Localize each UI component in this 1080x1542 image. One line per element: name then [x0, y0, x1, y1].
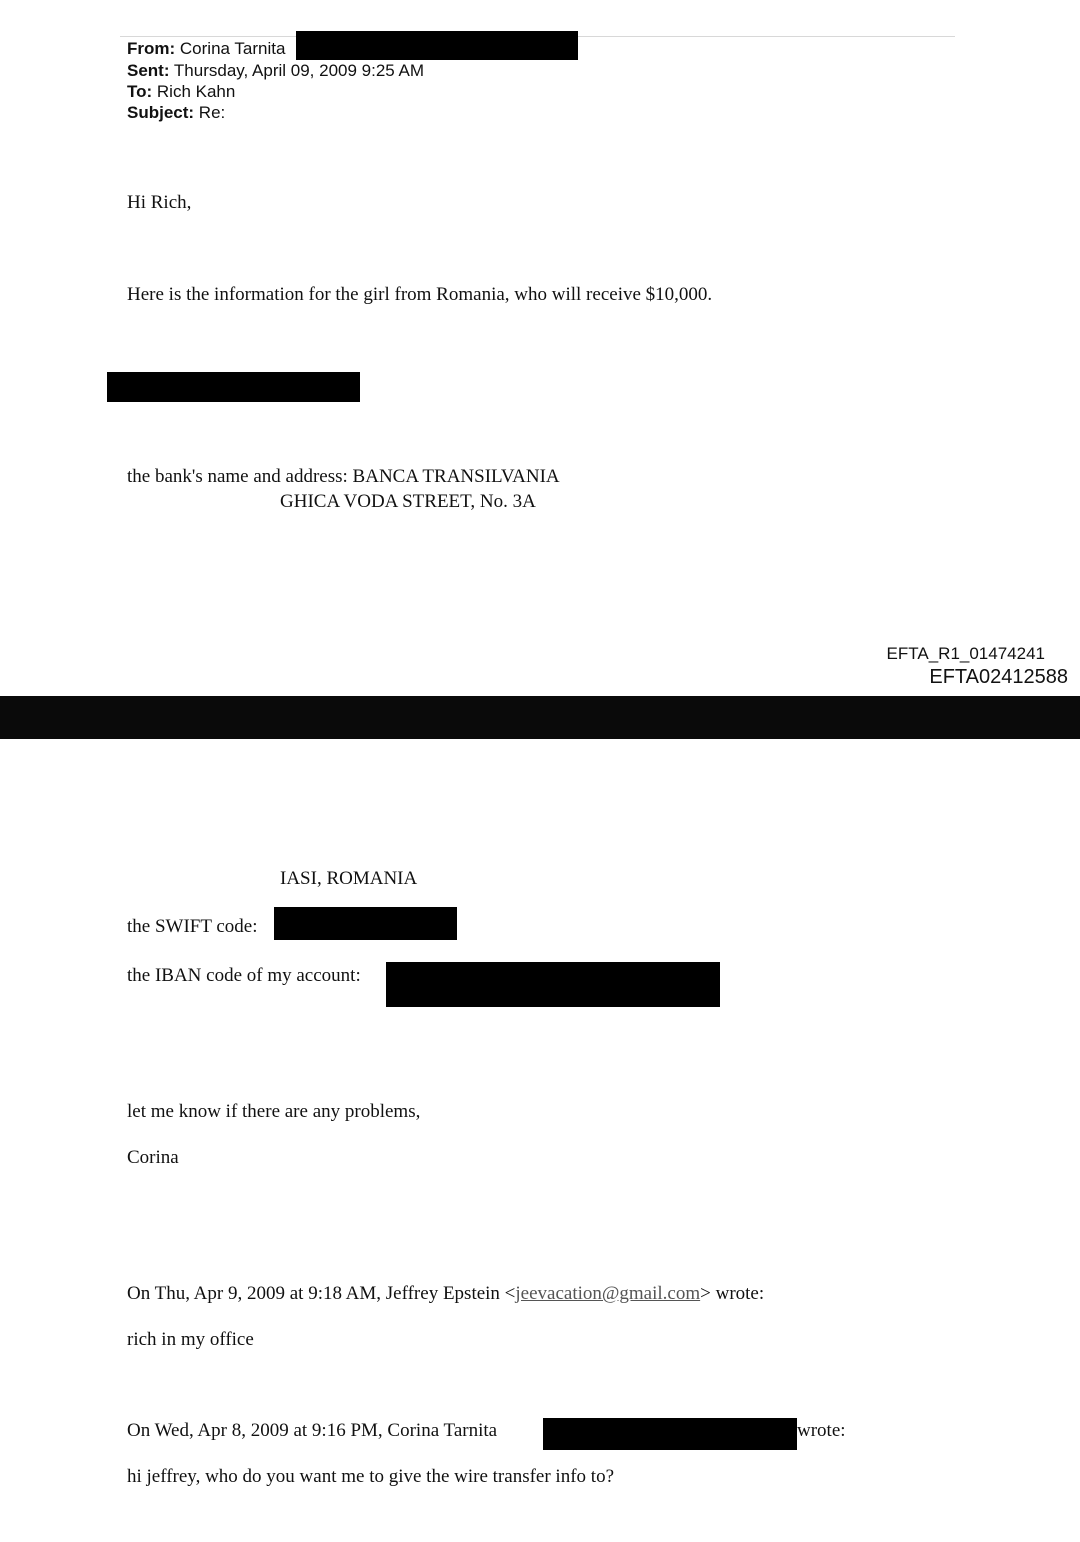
to-label: To: — [127, 82, 153, 101]
quoted-reply-2-text: hi jeffrey, who do you want me to give the wire transfer info to? — [127, 1466, 614, 1487]
redaction-swift-code — [274, 907, 457, 940]
subject-value: Re: — [198, 103, 226, 122]
sent-value: Thursday, April 09, 2009 9:25 AM — [173, 61, 425, 80]
bates-stamp-r1: EFTA_R1_01474241 — [886, 644, 1045, 663]
page-break-bar — [0, 696, 1080, 739]
quoted-reply-2-prefix: On Wed, Apr 8, 2009 at 9:16 PM, Corina Tarnita — [127, 1420, 498, 1441]
from-line — [127, 38, 285, 59]
city-line: IASI, ROMANIA — [280, 868, 418, 889]
redaction-recipient-name — [107, 372, 360, 402]
subject-label: Subject: — [127, 103, 195, 122]
bank-name-line: the bank's name and address: BANCA TRANSILVANIA — [127, 466, 560, 487]
iban-label: the IBAN code of my account: — [127, 965, 361, 986]
closing-text: let me know if there are any problems, — [127, 1101, 421, 1122]
from-value: Corina Tarnita — [179, 39, 286, 58]
to-line — [127, 81, 235, 102]
from-label: From: — [127, 39, 176, 58]
redaction-iban-code — [386, 962, 720, 1007]
quoted-reply-1-text: rich in my office — [127, 1329, 254, 1350]
intro-text: Here is the information for the girl from Romania, who will receive $10,000. — [127, 284, 713, 305]
greeting: Hi Rich, — [127, 192, 192, 213]
bates-stamp: EFTA02412588 — [929, 666, 1068, 688]
subject-line — [127, 102, 225, 123]
bank-address-line: GHICA VODA STREET, No. 3A — [280, 491, 536, 512]
email-link[interactable]: jeevacation@gmail.com — [515, 1283, 701, 1304]
quoted-reply-1-suffix: > wrote: — [700, 1283, 765, 1304]
quoted-reply-1-prefix: On Thu, Apr 9, 2009 at 9:18 AM, Jeffrey Epstein < — [127, 1283, 516, 1304]
redaction-quoted-email — [543, 1418, 797, 1450]
sent-label: Sent: — [127, 61, 170, 80]
redaction-from-email — [296, 31, 578, 60]
quoted-reply-1-header — [127, 1283, 764, 1305]
quoted-reply-2-suffix: wrote: — [797, 1420, 846, 1441]
to-value: Rich Kahn — [156, 82, 236, 101]
swift-label: the SWIFT code: — [127, 916, 258, 937]
sent-line — [127, 60, 424, 81]
signature: Corina — [127, 1147, 179, 1168]
